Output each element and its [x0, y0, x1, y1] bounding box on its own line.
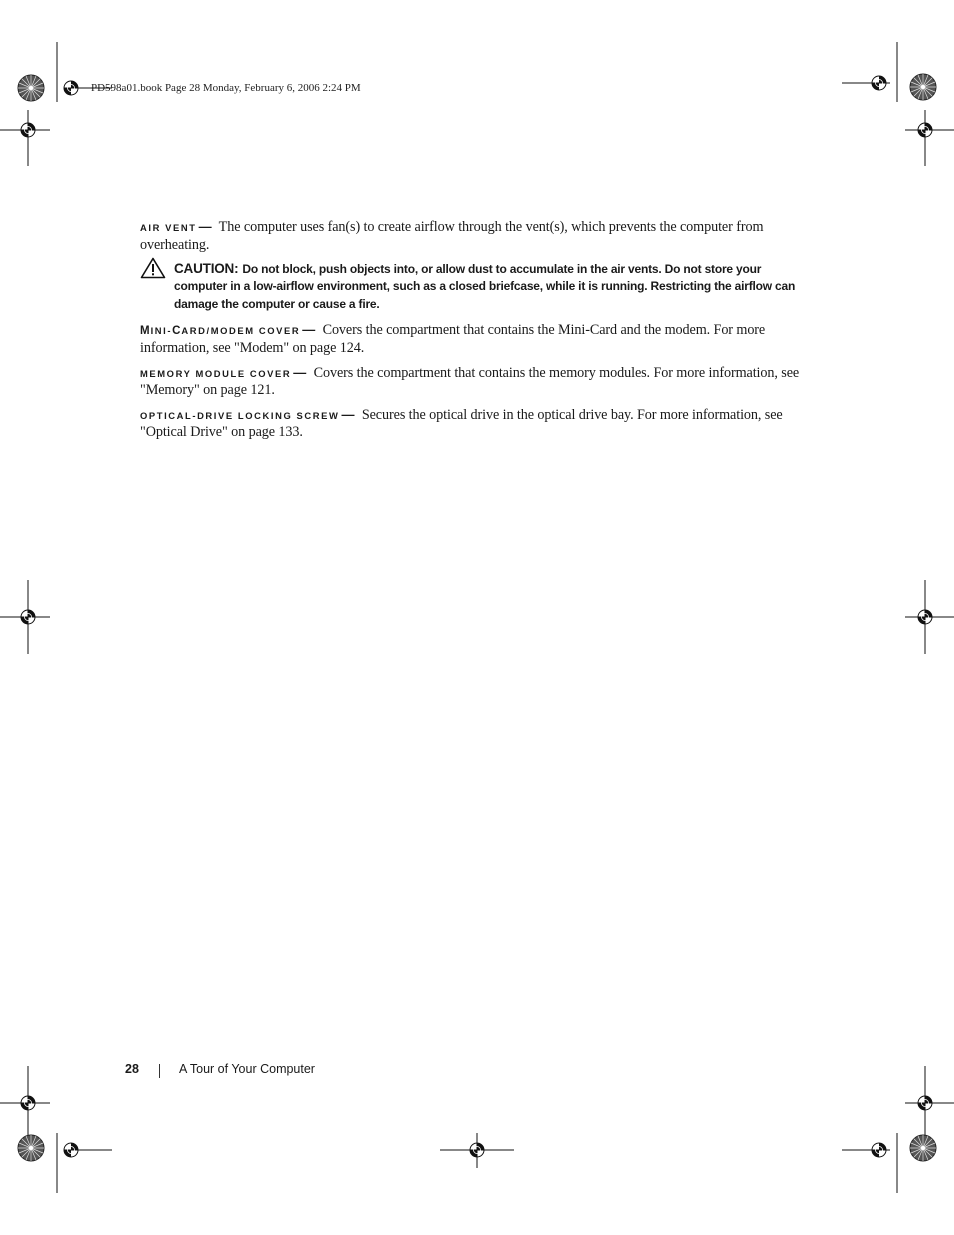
- entry-optical-drive-screw: [140, 406, 804, 442]
- entry-description: Secures the optical drive in the optical drive bay. For more information, see "Optical Drive" on page 133.: [140, 406, 783, 441]
- caution-text: Do not block, push objects into, or allow dust to accumulate in the air vents. Do not store your computer in a low-airflow environment, such as a closed briefcase, while it is running. Restricting the airflow can damage the computer or cause a fire.: [174, 262, 796, 311]
- entry-air-vent: [140, 218, 804, 254]
- em-dash: —: [341, 406, 355, 422]
- em-dash: —: [302, 321, 316, 337]
- em-dash: —: [198, 219, 212, 234]
- em-dash: —: [293, 364, 307, 380]
- entry-description: Covers the compartment that contains the Mini-Card and the modem. For more information, see "Modem" on page 124.: [140, 321, 766, 357]
- entry-description: The computer uses fan(s) to create airflow through the vent(s), which prevents the computer from overheating.: [140, 219, 764, 253]
- warning-triangle-icon: [140, 257, 166, 279]
- page-number: 28: [125, 1062, 139, 1076]
- print-slug: PD598a01.book Page 28 Monday, February 6, 2006 2:24 PM: [91, 82, 361, 94]
- entry-mini-card-cover: [140, 321, 804, 358]
- term-label: OPTICAL-DRIVE LOCKING SCREW: [140, 409, 340, 421]
- page-content: [140, 218, 804, 448]
- term-label: AIR VENT: [140, 222, 197, 233]
- term-label: MEMORY MODULE COVER: [140, 367, 292, 379]
- chapter-title: A Tour of Your Computer: [179, 1062, 315, 1076]
- term-label: MINI-CARD/MODEM COVER: [140, 324, 301, 337]
- caution-notice: [140, 260, 804, 313]
- entry-description: Covers the compartment that contains the memory modules. For more information, see "Memory" on page 121.: [140, 364, 800, 399]
- footer-divider: [159, 1064, 160, 1078]
- caution-label: CAUTION:: [174, 261, 239, 276]
- entry-memory-module-cover: [140, 364, 804, 400]
